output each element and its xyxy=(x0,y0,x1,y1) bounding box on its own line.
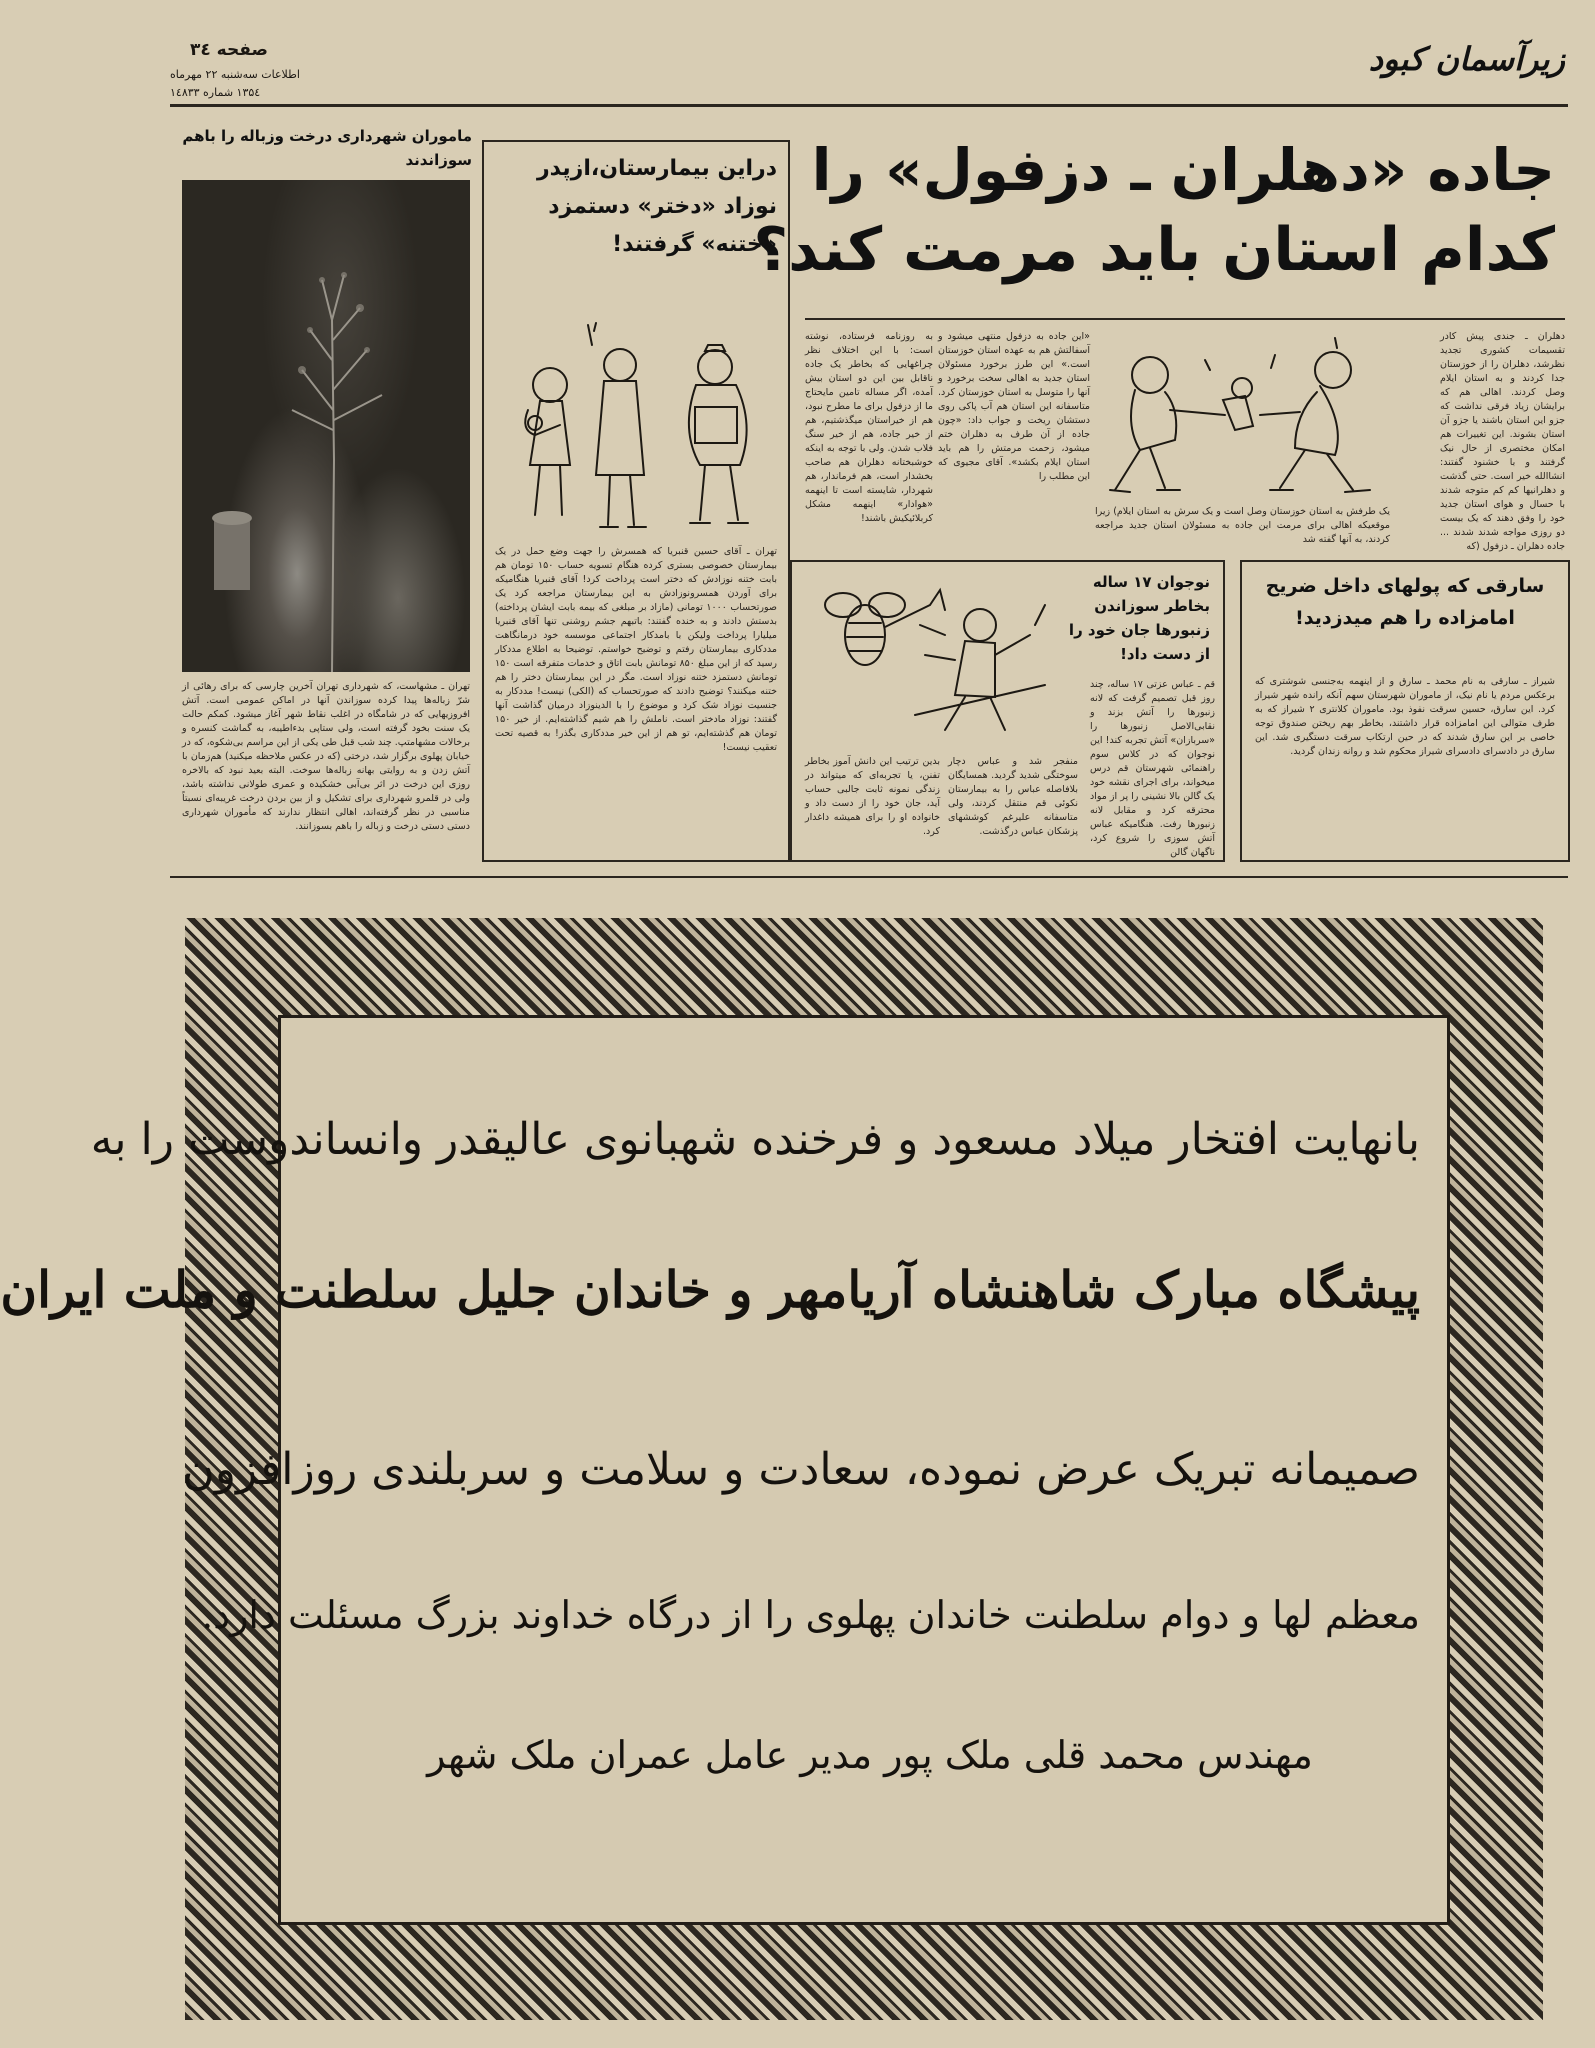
section-title: زیرآسمان کبود xyxy=(1368,40,1565,78)
photo-caption: تهران ـ مشهاست، که شهرداری تهران آخرین چارسی که برای رهائی از شرّ زباله‌ها پیدا کرده سوزاندن آنها در اماکن عمومی است. آتش افروزیهایی که در شامگاه در اغلب نقاط شهر آغاز میشود. کمکم حالت یک سنت بخود گرفته است، ولی ستاپی بدءاطیبه، به گماشت کنسره و برخالات مشهامتپ. چند شب قبل طی یکی از این مراسم بی‌شکوه، که در خیابان پهلوی برگزار شد، درختی (که در عکس ملاحظه میکنید) هم‌زمان با آتش زدن و به روایتی بهانه زباله‌ها سوخت. البته بعید نبود که بالاخره روزی این درخت در اثر بی‌آبی خشکیده و عمری طولانی نداشته باشد، ولی در قلمرو شهرداری برای تشکیل و از بین بردن درخت غریبه‌ای نسبتاً مناسبی در نظر گرفته‌اند، اهالی انتظار ندارند که مأموران شهرداری دستی دستی درخت و زباله را باهم بسوزانند. xyxy=(182,681,470,832)
announcement-line-4: معظم لها و دوام سلطنت خاندان پهلوی را از درگاه خداوند بزرگ مسئلت دارد. xyxy=(201,1593,1420,1637)
road-headline-rule xyxy=(805,318,1565,320)
masthead-rule xyxy=(170,104,1568,107)
thief-headline: سارقی که پولهای داخل ضریح امامزاده را هم میدزدید! xyxy=(1265,575,1545,629)
issue-date: اطلاعات سه‌شنبه ۲۲ مهرماه xyxy=(170,68,300,81)
announcement-line-2: پیشگاه مبارک شاهنشاه آریامهر و خاندان جلیل سلطنت و ملت ایران xyxy=(0,1260,1420,1319)
road-headline-line1: جاده «دهلران ـ دزفول» را xyxy=(811,136,1555,204)
top-section-bottom-rule xyxy=(170,876,1568,878)
tug-of-war-cartoon xyxy=(1095,330,1390,500)
page-number: صفحه ۳٤ xyxy=(190,40,268,60)
road-headline-line2: کدام استان باید مرمت کند؟ xyxy=(753,215,1555,285)
bee-col-b: منفجر شد و عباس دچار سوختگی شدید گردید. همسایگان بلافاصله عباس را به بیمارستان نکوئی قم منتقل کردند، ولی متاسفانه علیرغم کوششهای پزشکان عباس درگذشت. xyxy=(948,756,1078,837)
photo-headline: ماموران شهرداری درخت وزباله را باهم سوزاندند xyxy=(182,127,472,169)
burning-tree-photo xyxy=(182,180,470,672)
hospital-headline: دراین بیمارستان،ازپدر نوزاد «دختر» دستمزد «ختنه» گرفتند! xyxy=(537,156,777,257)
announcement-line-1: بانهایت افتخار میلاد مسعود و فرخنده شهبانوی عالیقدر وانساندوست را به xyxy=(90,1114,1420,1165)
road-col2: یک طرفش به استان خوزستان وصل است و یک سرش به استان ایلام) زیرا موقعیکه اهالی برای مرمت این جاده به مسئولان استان جدید مراجعه کردند، به آنها گفته شد xyxy=(1095,506,1390,545)
bee-col-c: بدین ترتیب این دانش آموز بخاطر تفنن، یا تجربه‌ای که میتواند در زندگی نمونه ثابت جالبی حساب آید، جان خود را از دست داد و خانواده او را برای همیشه داغدار کرد. xyxy=(805,756,940,837)
bee-cartoon xyxy=(805,565,1055,745)
bee-headline: نوجوان ۱۷ ساله بخاطر سوزاندن زنبورها جان خود را از دست داد! xyxy=(1068,573,1210,663)
road-col1: دهلران ـ جندی پیش کادر تقسیمات کشوری تجدید نظرشد، دهلران را از خوزستان جدا کردند و به استان ایلام وصل کردند. اهالی هم که برایشان زیاد فرقی نداشت که جزو این استان باشند یا جزو آن استان بشوند. این تغییرات هم امکان مختصری از حال نیک گرفتند و با خشنود گفتند: انشاالله خیر است. حتی گذشت و دهلرانیها کم کم متوجه شدند با حسال و هوای استان جدید خود را وفق دهند که یک بیست دو روزی مواجه شدند شدند ... جاده دهلران ـ دزفول (که xyxy=(1440,331,1565,552)
announcement-line-3: صمیمانه تبریک عرض نموده، سعادت و سلامت و سربلندی روزافزون xyxy=(182,1444,1420,1495)
road-col4: به روزنامه فرستاده، نوشته است: با این اختلاف نظر چراغهایی که بخاطر یک جاده ناقابل بین این دو استان بیش آمده، اگر مساله تامین مایحتاج ما از دزفول برای ما مطرح نبود، هم از خیراستان میگذشتیم، هم از خیر جاده، هم از خیر سنگ فلاب شدن. ولی با توجه به اینکه خوشبختانه دهلران هم صاحب بخشدار است، هم فرماندار، هم شهردار، شایسته است تا اینهمه «هوادار» اینهمه مشکل کربلائیکیش باشند! xyxy=(805,331,933,524)
announcement-signature: مهندس محمد قلی ملک پور مدیر عامل عمران ملک شهر xyxy=(427,1733,1313,1777)
hospital-body: تهران ـ آقای حسین قنبریا که همسرش را جهت وضع حمل در یک بیمارستان خصوصی بستری کرده هنگام تسویه حساب ۱۵۰ تومان هم بابت ختنه نوزادش که دختر است پرداخت کرد! آقای قنبریا هنگامیکه برای آوردن همسرونوزادش به این بیمارستان مراجعه کرد یک صورتحساب ۱۰۰۰ تومانی (مازاد بر مبلغی که بیمه بابت ایشان پرداخته) بدستش دادند و به خنده گفتند: باتبهم جشم روشنی تنها آقای قنبریا میلیارا پرداخت ولیکن با بامدکار اجتماعی موسسه خود درمانگاهت مددکاری بیمارستان رفتم و توضیح خواستم. توضیحا به اطلاع مددکار رسید که از این مبلغ ۸۵۰ تومانش بابت اتاق و خدمات متفرقه است ۱۵۰ تومانش دستمزد ختنه نوزاد است. مگر در این بیمارستان دختر را هم ختنه میکنند؟ توضیح دادند که صورتحساب که (الکی) نیست! مددکار به جنسیت نوزاد شک کرد و موضوع را با الدینوزاد درمیان گذاشت آنها گفتند: نوزاد مادختر است. ناملش را هم شیم گذاشته‌ایم. از خیر ۱۵۰ تومان هم گذشته‌ایم، تو هم از این خیر مددکاری بگذر! به قصیه تحت تعقیب نیست! xyxy=(495,546,778,753)
bee-col-a: قم ـ عباس عزتی ۱۷ ساله، چند روز قبل تصمیم گرفت که لانه زنبورها را آتش بزند و نقابی‌الاصل زنبورها را «سربازان» آتش تجربه کند! این نوجوان که در کلاس سوم راهنمائی شهرستان قم درس میخواند، برای اجرای نقشه خود یک گالن بالا نشینی را پر از مواد محترقه کرد و مقابل لانه زنبورها رفت. هنگامیکه عباس آتش سوزی را شروع کرد، ناگهان گالن xyxy=(1090,679,1215,858)
issue-number: ۱۳۵٤ شماره ۱٤۸۳۳ xyxy=(170,86,261,99)
thief-body: شیراز ـ سارقی به نام محمد ـ سارق و از اینهمه به‌جنسی شوشتری که برعکس مردم یا نام نیک، از ماموران شهرستان سهم آنکه رانده شهر شیراز کرد. این سارق، حسین سرقت نفوذ بود. ماموران کلانتری ۲ شیراز که به طرف متوالی این امامزاده قرار داشتند، بخاطر بهم ریختن صندوق توجه خاصی بر این سارق شدند که در حین ارتکاب سرقت دستگیری شد. این سارق در دادسرای دادسرای شیراز محکوم شد و روانه زندان گردید. xyxy=(1255,676,1555,757)
hospital-family-cartoon xyxy=(500,305,780,535)
road-col3: «این جاده به دزفول منتهی میشود و آسفالتش هم به عهده استان خوزستان است.» این طرز برخورد مسئولان استان جدید به اهالی سخت برخورد و آنها را متوسل به استان خوزستان کرد. متاسفانه این استان هم آب پاکی روی دستشان ریخت و جواب داد: «چون جاده از آن طرف به دهلران ختم میشود، زحمت مرمتش را هم باید استان ایلام بکشد». آقای مجیوی که این مطلب را xyxy=(938,331,1090,482)
